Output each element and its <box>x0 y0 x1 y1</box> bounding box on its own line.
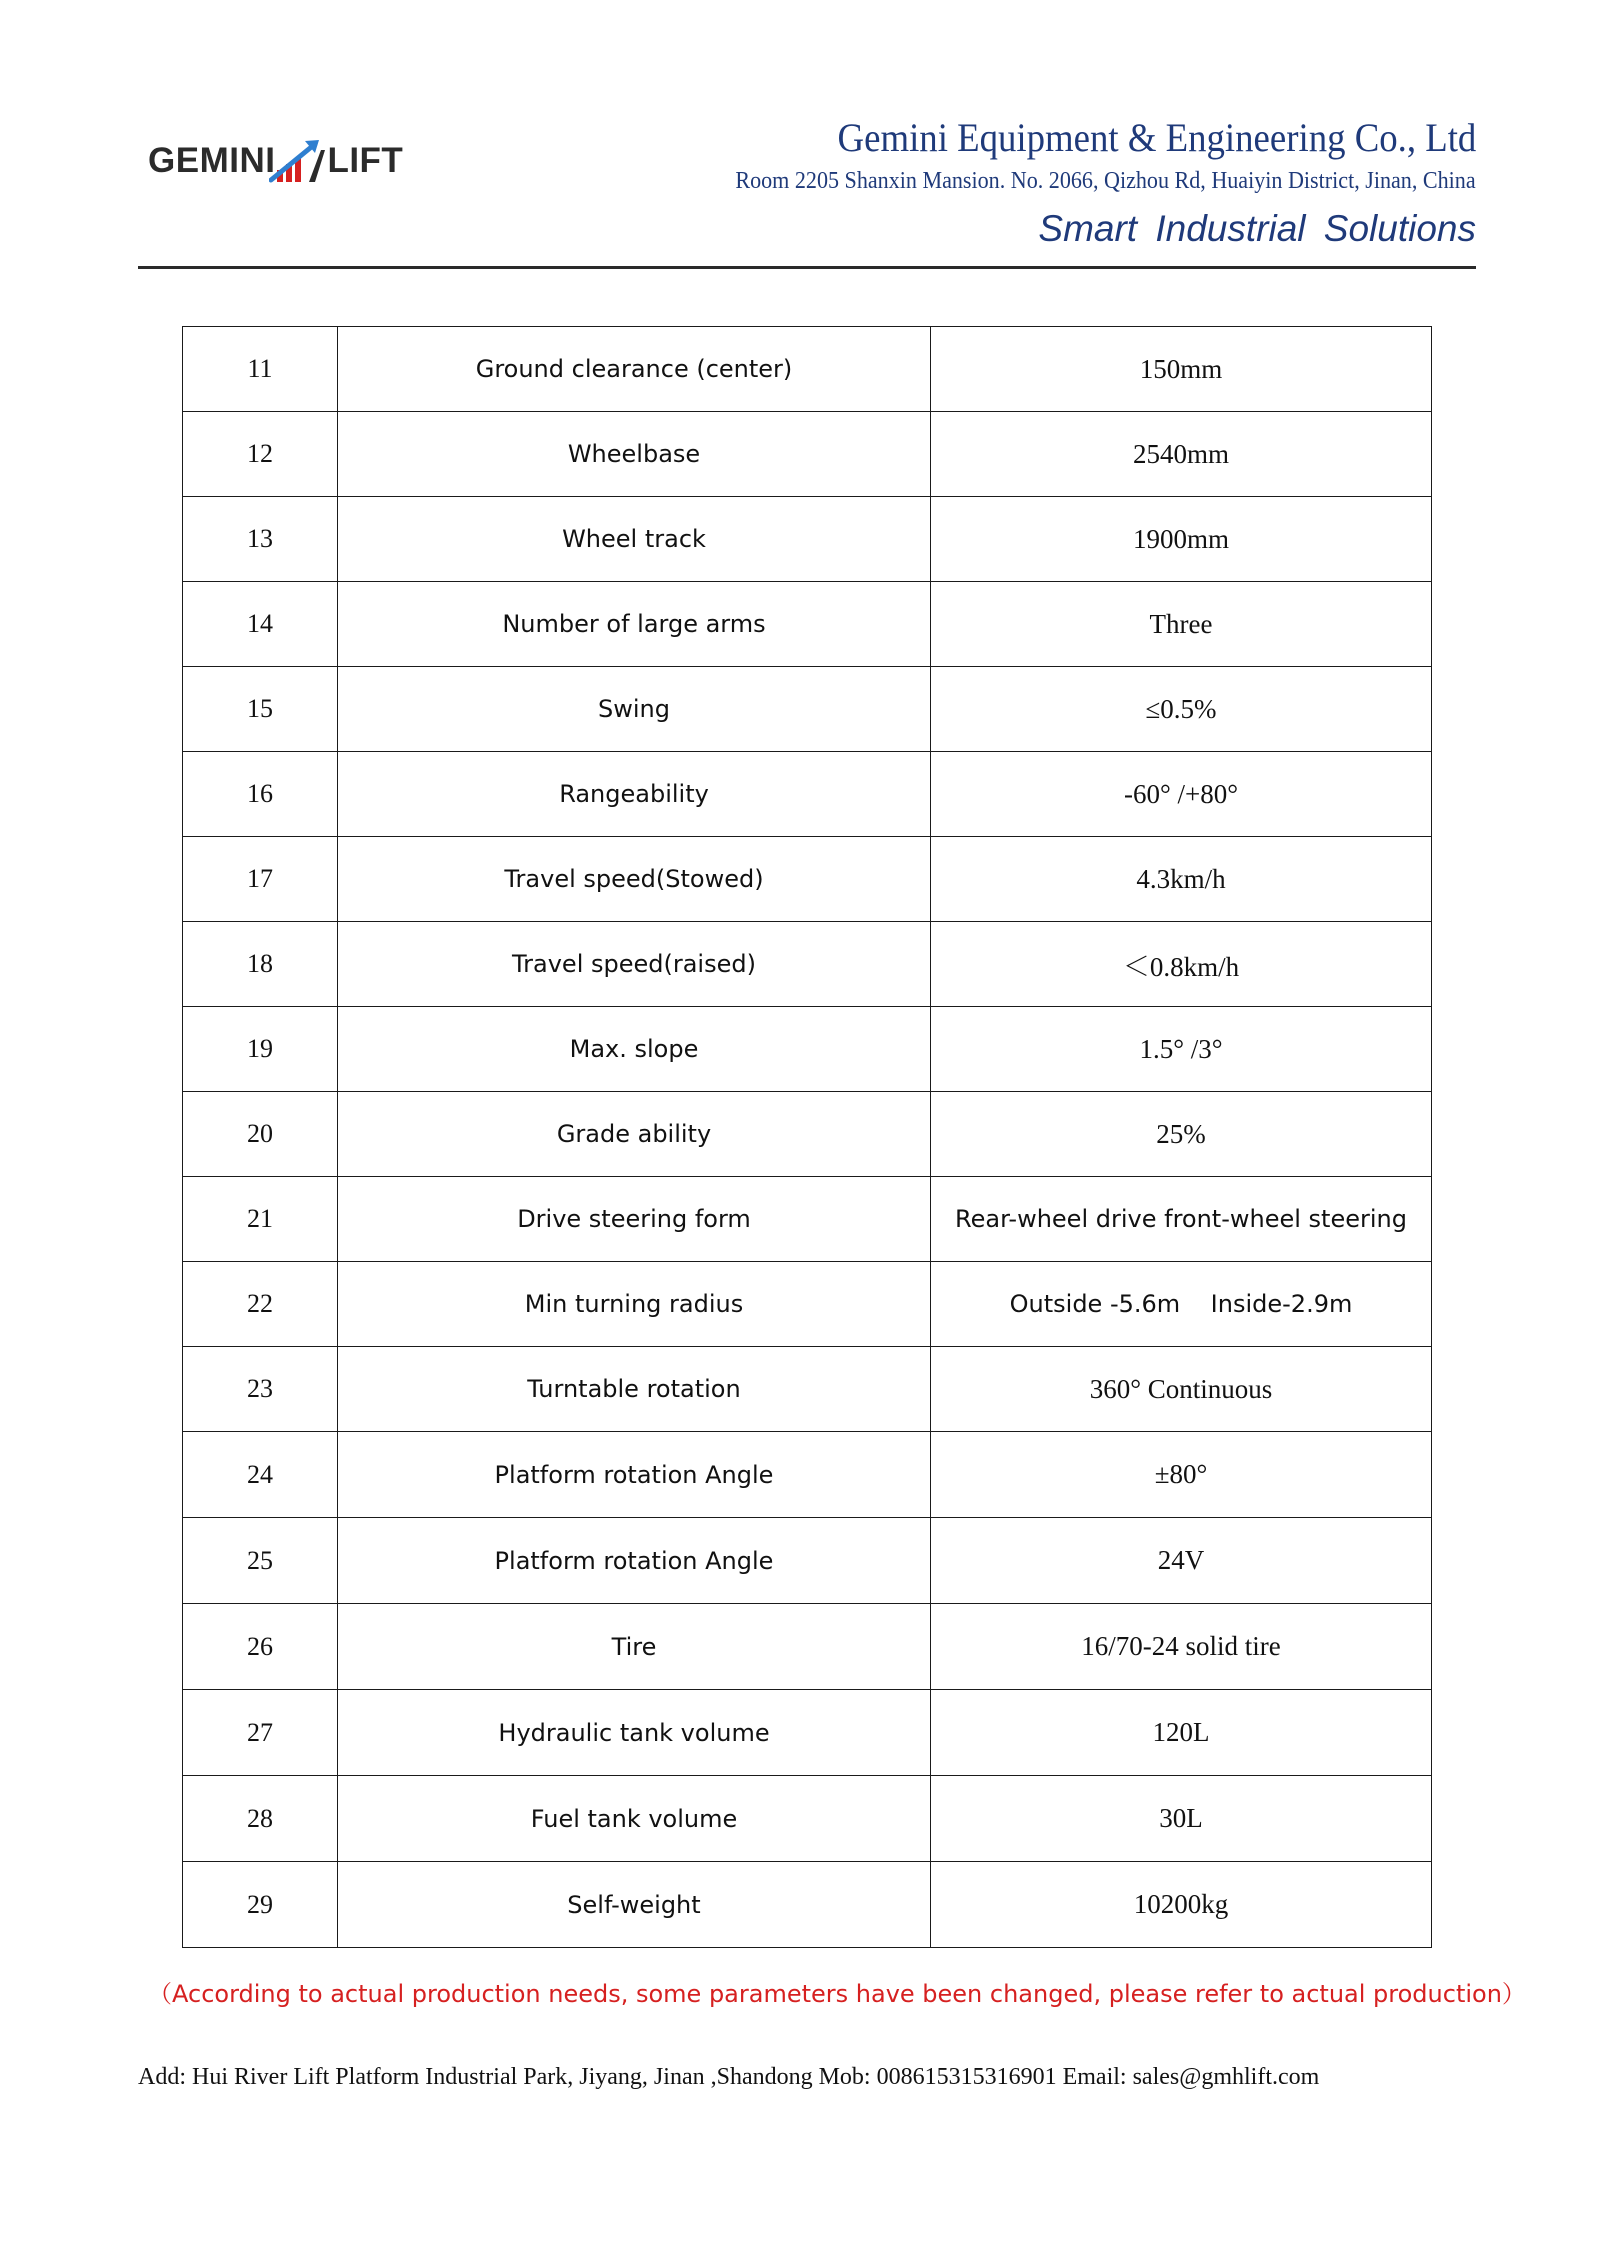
parameter-name: Fuel tank volume <box>338 1776 931 1862</box>
parameter-name: Platform rotation Angle <box>338 1518 931 1604</box>
parameter-name: Swing <box>338 667 931 752</box>
parameter-value: ＜0.8km/h <box>931 922 1432 1007</box>
row-number: 13 <box>183 497 338 582</box>
row-number: 22 <box>183 1262 338 1347</box>
parameter-name: Travel speed(Stowed) <box>338 837 931 922</box>
header-divider <box>138 266 1476 269</box>
parameter-name: Self-weight <box>338 1862 931 1948</box>
row-number: 12 <box>183 412 338 497</box>
parameter-name: Ground clearance (center) <box>338 327 931 412</box>
parameter-value: 30L <box>931 1776 1432 1862</box>
table-row <box>183 327 1432 412</box>
table-row <box>183 1862 1432 1948</box>
parameter-value: -60° /+80° <box>931 752 1432 837</box>
logo-text-left: GEMINI <box>148 141 276 180</box>
parameter-name: Tire <box>338 1604 931 1690</box>
row-number: 18 <box>183 922 338 1007</box>
parameter-value: 120L <box>931 1690 1432 1776</box>
logo-arrow-icon <box>269 136 331 186</box>
table-row <box>183 1347 1432 1432</box>
parameter-value: Three <box>931 582 1432 667</box>
parameter-name: Hydraulic tank volume <box>338 1690 931 1776</box>
parameter-value: ±80° <box>931 1432 1432 1518</box>
specification-table <box>182 326 1432 1948</box>
parameter-value: 24V <box>931 1518 1432 1604</box>
parameter-name: Platform rotation Angle <box>338 1432 931 1518</box>
row-number: 14 <box>183 582 338 667</box>
table-row <box>183 1518 1432 1604</box>
row-number: 23 <box>183 1347 338 1432</box>
table-row <box>183 412 1432 497</box>
table-row <box>183 1604 1432 1690</box>
row-number: 19 <box>183 1007 338 1092</box>
logo-text-right: LIFT <box>327 141 404 180</box>
parameter-value: ≤0.5% <box>931 667 1432 752</box>
parameter-value: 16/70-24 solid tire <box>931 1604 1432 1690</box>
parameter-value: 25% <box>931 1092 1432 1177</box>
table-row <box>183 837 1432 922</box>
table-row <box>183 1262 1432 1347</box>
table-row <box>183 752 1432 837</box>
row-number: 25 <box>183 1518 338 1604</box>
table-row <box>183 1690 1432 1776</box>
table-row <box>183 497 1432 582</box>
table-row <box>183 1007 1432 1092</box>
parameter-name: Wheel track <box>338 497 931 582</box>
table-row <box>183 1776 1432 1862</box>
parameter-name: Drive steering form <box>338 1177 931 1262</box>
table-row <box>183 922 1432 1007</box>
parameter-name: Rangeability <box>338 752 931 837</box>
row-number: 27 <box>183 1690 338 1776</box>
contact-line: Add: Hui River Lift Platform Industrial Park, Jiyang, Jinan ,Shandong Mob: 008615315316901 Email: sales@gmhlift.com <box>138 2064 1320 2090</box>
row-number: 26 <box>183 1604 338 1690</box>
parameter-value: 1.5° /3° <box>931 1007 1432 1092</box>
company-logo <box>148 136 403 186</box>
company-slogan: Smart Industrial Solutions <box>1038 208 1476 249</box>
production-note: （According to actual production needs, some parameters have been changed, please refer to actual production） <box>148 1980 1526 2008</box>
table-row <box>183 1432 1432 1518</box>
row-number: 20 <box>183 1092 338 1177</box>
row-number: 11 <box>183 327 338 412</box>
parameter-name: Max. slope <box>338 1007 931 1092</box>
parameter-name: Travel speed(raised) <box>338 922 931 1007</box>
parameter-name: Wheelbase <box>338 412 931 497</box>
parameter-value: 10200kg <box>931 1862 1432 1948</box>
row-number: 15 <box>183 667 338 752</box>
parameter-name: Min turning radius <box>338 1262 931 1347</box>
row-number: 28 <box>183 1776 338 1862</box>
parameter-name: Number of large arms <box>338 582 931 667</box>
company-address: Room 2205 Shanxin Mansion. No. 2066, Qizhou Rd, Huaiyin District, Jinan, China <box>735 168 1476 194</box>
row-number: 29 <box>183 1862 338 1948</box>
table-row <box>183 582 1432 667</box>
row-number: 17 <box>183 837 338 922</box>
parameter-value: Outside -5.6m Inside-2.9m <box>931 1262 1432 1347</box>
parameter-value: 2540mm <box>931 412 1432 497</box>
parameter-value: 360° Continuous <box>931 1347 1432 1432</box>
row-number: 16 <box>183 752 338 837</box>
parameter-value: 150mm <box>931 327 1432 412</box>
company-name: Gemini Equipment & Engineering Co., Ltd <box>837 115 1476 160</box>
table-row <box>183 1177 1432 1262</box>
parameter-value: Rear-wheel drive front-wheel steering <box>931 1177 1432 1262</box>
parameter-name: Grade ability <box>338 1092 931 1177</box>
row-number: 21 <box>183 1177 338 1262</box>
parameter-value: 4.3km/h <box>931 837 1432 922</box>
parameter-name: Turntable rotation <box>338 1347 931 1432</box>
parameter-value: 1900mm <box>931 497 1432 582</box>
table-row <box>183 1092 1432 1177</box>
row-number: 24 <box>183 1432 338 1518</box>
table-row <box>183 667 1432 752</box>
